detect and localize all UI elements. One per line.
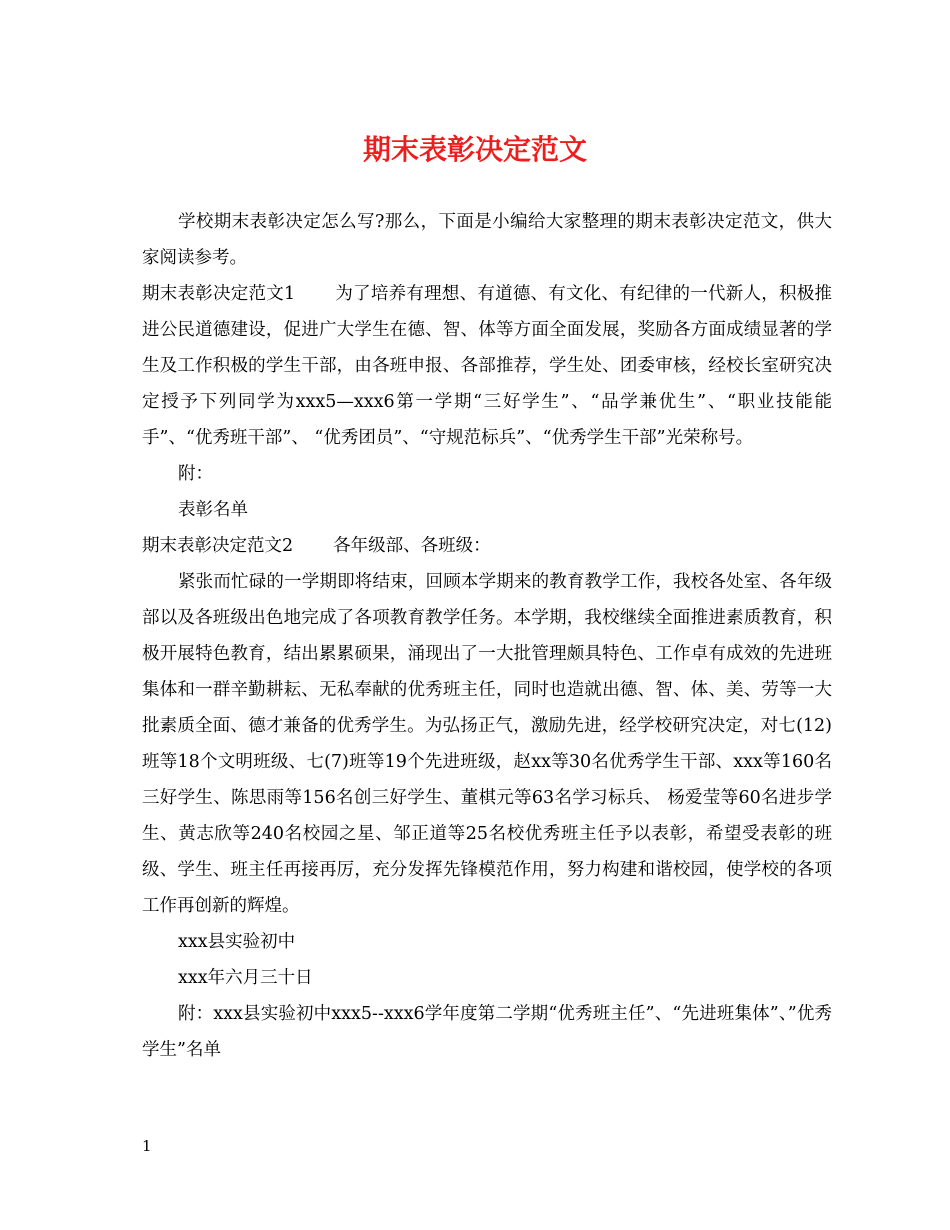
sample1-list-title: 表彰名单	[178, 500, 248, 520]
sample1-heading: 期末表彰决定范文1	[142, 284, 296, 304]
sample2-appendix: 附：xxx县实验初中xxx5--xxx6学年度第二学期“优秀班主任”、“先进班集体”、”优秀学生”名单	[142, 1004, 832, 1060]
sample1-paragraph	[142, 276, 832, 456]
sample2-heading-line	[142, 528, 832, 564]
sample2-salutation: 各年级部、各班级：	[333, 536, 491, 556]
sample2-date: xxx年六月三十日	[178, 968, 313, 988]
sample2-signature: xxx县实验初中	[178, 932, 296, 952]
sample1-appendix: 附：	[178, 464, 213, 484]
sample1-text: 为了培养有理想、有道德、有文化、有纪律的一代新人，积极推进公民道德建设，促进广大学生在德、智、体等方面全面发展，奖励各方面成绩显著的学生及工作积极的学生干部，由各班申报、各部推荐，学生处、团委审核，经校长室研究决定授予下列同学为xxx5—xxx6第一学期“三好学生”、“品学兼优生”、“职业技能能手”、“优秀班干部”、 “优秀团员”、“守规范标兵”、“优秀学生干部”光荣称号。	[142, 284, 832, 448]
document-title: 期末表彰决定范文	[362, 133, 587, 166]
sample2-heading: 期末表彰决定范文2	[142, 536, 294, 556]
intro-paragraph: 学校期末表彰决定怎么写?那么，下面是小编给大家整理的期末表彰决定范文，供大家阅读参考。	[142, 212, 832, 268]
sample2-paragraph: 紧张而忙碌的一学期即将结束，回顾本学期来的教育教学工作，我校各处室、各年级部以及各班级出色地完成了各项教育教学任务。本学期，我校继续全面推进素质教育，积极开展特色教育，结出累累硕果，涌现出了一大批管理颇具特色、工作卓有成效的先进班集体和一群辛勤耕耘、无私奉献的优秀班主任，同时也造就出德、智、体、美、劳等一大批素质全面、德才兼备的优秀学生。为弘扬正气，激励先进，经学校研究决定，对七(12)班等18个文明班级、七(7)班等19个先进班级，赵xx等30名优秀学生干部、xxx等160名三好学生、陈思雨等156名创三好学生、董棋元等63名学习标兵、 杨爱莹等60名进步学生、黄志欣等240名校园之星、邹正道等25名校优秀班主任予以表彰，希望受表彰的班级、学生、班主任再接再厉，充分发挥先锋模范作用，努力构建和谐校园，使学校的各项工作再创新的辉煌。	[142, 572, 832, 916]
page-number: 1	[142, 1137, 152, 1155]
document-body	[142, 204, 832, 1068]
